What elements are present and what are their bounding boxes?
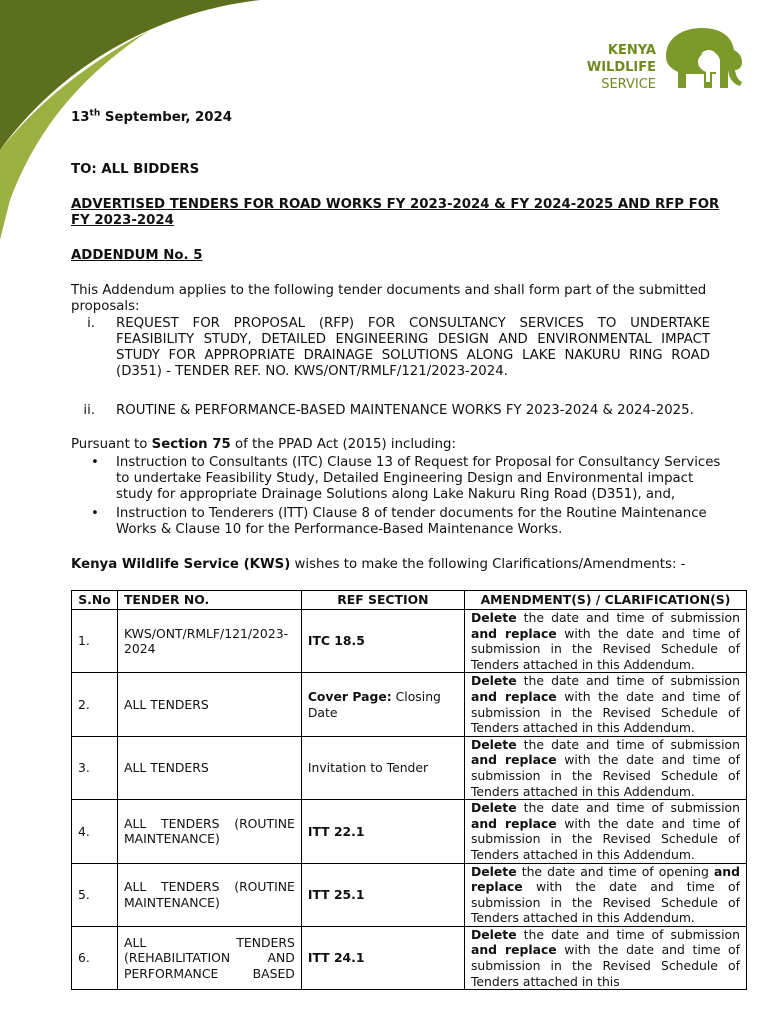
amendment-replace: and replace	[470, 863, 740, 895]
amendment-delete: Delete	[470, 926, 517, 942]
amendment-delete: Delete	[470, 863, 517, 879]
intro-paragraph: This Addendum applies to the following tender documents and shall form part of the submitted proposals:	[71, 283, 707, 314]
kws-name: Kenya Wildlife Service (KWS)	[71, 557, 291, 572]
pursuant-section: Section 75	[151, 437, 231, 452]
ref-section-text: Closing Date	[307, 688, 441, 720]
ref-section-bold: Cover Page:	[307, 688, 392, 704]
table-body	[72, 610, 747, 990]
header-sno: S.No	[72, 591, 118, 610]
cell-ref-section	[301, 610, 464, 673]
amendment-text-2: with the date and time of submission in the Revised Schedule of Tenders attached in this Addendum.	[470, 625, 740, 672]
bullet-item-1	[71, 455, 731, 505]
logo-line-kenya: KENYA	[607, 43, 656, 58]
amendment-replace: and replace	[470, 942, 557, 958]
amendment-text-2: with the date and time of submission in the Revised Schedule of Tenders attached in this	[470, 942, 740, 989]
cell-amendment	[464, 610, 746, 673]
kws-logo	[586, 22, 746, 94]
amendment-text-1: the date and time of opening	[516, 863, 714, 879]
ref-section-text: Invitation to Tender	[307, 760, 429, 776]
amendment-replace: and replace	[470, 688, 557, 704]
date-day: 13	[71, 110, 90, 125]
amendment-text-2: with the date and time of submission in the Revised Schedule of Tenders attached in this Addendum.	[470, 815, 740, 862]
cell-ref-section	[301, 673, 464, 736]
logo-line-service: SERVICE	[601, 77, 656, 92]
recipient-line: TO: ALL BIDDERS	[71, 162, 200, 177]
amendment-replace: and replace	[470, 752, 557, 768]
bullet-item-2	[71, 506, 731, 540]
ref-section-bold: ITT 24.1	[307, 950, 365, 966]
cell-sno: 2.	[72, 673, 118, 736]
document-item-text: REQUEST FOR PROPOSAL (RFP) FOR CONSULTANCY SERVICES TO UNDERTAKE FEASIBILITY STUDY, DETAILED ENGINEERING DESIGN AND ENVIRONMENTAL IMPACT STUDY FOR APPROPRIATE DRAINAGE SOLUTIONS ALONG LAKE NAKURU RING ROAD (D351) - TENDER REF. NO. KWS/ONT/RMLF/121/2023-2024.	[116, 316, 710, 379]
table-row	[72, 800, 747, 863]
date-suffix: th	[89, 108, 101, 119]
cell-amendment	[464, 926, 746, 989]
amendment-text-1: the date and time of submission	[516, 800, 740, 816]
addendum-title: ADDENDUM No. 5	[71, 248, 203, 263]
document-item-1	[71, 316, 721, 386]
kws-statement	[71, 557, 731, 573]
date-rest: September, 2024	[100, 110, 233, 125]
amendments-table	[71, 590, 747, 990]
cell-sno: 1.	[72, 610, 118, 673]
amendment-text-1: the date and time of submission	[516, 736, 740, 752]
pursuant-pre: Pursuant to	[71, 437, 152, 452]
header-tender-no: TENDER NO.	[117, 591, 301, 610]
document-item-text: ROUTINE & PERFORMANCE-BASED MAINTENANCE WORKS FY 2023-2024 & 2024-2025.	[116, 403, 694, 418]
bullet-dot: •	[91, 506, 99, 521]
pursuant-post: of the PPAD Act (2015) including:	[230, 437, 456, 452]
header-amendment: AMENDMENT(S) / CLARIFICATION(S)	[464, 591, 746, 610]
subject-line: ADVERTISED TENDERS FOR ROAD WORKS FY 2023-2024 & FY 2024-2025 AND RFP FOR FY 2023-2024	[71, 197, 720, 228]
cell-ref-section	[301, 800, 464, 863]
table-row	[72, 736, 747, 799]
elephant-icon	[658, 26, 744, 92]
pursuant-line	[71, 437, 456, 453]
ref-section-bold: ITT 22.1	[307, 823, 365, 839]
amendment-delete: Delete	[470, 673, 517, 689]
cell-tender-no: ALL TENDERS	[117, 736, 301, 799]
amendment-text-2: with the date and time of submission in the Revised Schedule of Tenders attached in this Addendum.	[470, 688, 740, 736]
amendment-delete: Delete	[470, 610, 517, 625]
amendment-text-2: with the date and time of submission in the Revised Schedule of Tenders attached in this Addendum.	[470, 879, 740, 926]
ref-section-bold: ITC 18.5	[307, 633, 365, 649]
table-row	[72, 863, 747, 926]
cell-ref-section	[301, 863, 464, 926]
cell-sno: 5.	[72, 863, 118, 926]
cell-sno: 6.	[72, 926, 118, 989]
ref-section-bold: ITT 25.1	[307, 886, 365, 902]
bullet-text: Instruction to Tenderers (ITT) Clause 8 of tender documents for the Routine Maintenance Works & Clause 10 for the Performance-Based Maintenance Works.	[116, 506, 707, 537]
cell-amendment	[464, 800, 746, 863]
kws-statement-rest: wishes to make the following Clarifications/Amendments: -	[290, 557, 686, 572]
cell-tender-no: ALL TENDERS (REHABILITATION AND PERFORMANCE BASED	[117, 926, 301, 989]
cell-tender-no: ALL TENDERS	[117, 673, 301, 736]
logo-text	[586, 42, 656, 93]
table-row	[72, 610, 747, 673]
table-row	[72, 926, 747, 989]
cell-amendment	[464, 863, 746, 926]
document-item-2	[71, 403, 721, 421]
cell-tender-no: ALL TENDERS (ROUTINE MAINTENANCE)	[117, 800, 301, 863]
cell-tender-no: ALL TENDERS (ROUTINE MAINTENANCE)	[117, 863, 301, 926]
cell-ref-section	[301, 736, 464, 799]
cell-amendment	[464, 673, 746, 736]
amendment-text-1: the date and time of submission	[516, 926, 740, 942]
amendment-text-1: the date and time of submission	[516, 673, 740, 689]
cell-sno: 3.	[72, 736, 118, 799]
cell-amendment	[464, 736, 746, 799]
letter-date	[71, 110, 232, 126]
amendment-text-2: with the date and time of submission in the Revised Schedule of Tenders attached in this Addendum.	[470, 752, 740, 799]
amendment-delete: Delete	[470, 736, 517, 752]
logo-line-wildlife: WILDLIFE	[586, 60, 656, 75]
cell-tender-no: KWS/ONT/RMLF/121/2023-2024	[117, 610, 301, 673]
header-ref-section: REF SECTION	[301, 591, 464, 610]
table-header-row	[72, 591, 747, 610]
amendment-replace: and replace	[470, 625, 557, 641]
cell-ref-section	[301, 926, 464, 989]
bullet-dot: •	[91, 455, 99, 470]
amendment-replace: and replace	[470, 815, 557, 831]
amendment-delete: Delete	[470, 800, 517, 816]
document-item-number: i.	[87, 316, 95, 331]
cell-sno: 4.	[72, 800, 118, 863]
amendment-text-1: the date and time of submission	[516, 610, 740, 625]
document-item-number: ii.	[83, 403, 95, 418]
bullet-text: Instruction to Consultants (ITC) Clause 13 of Request for Proposal for Consultancy Services to undertake Feasibility Study, Detailed Engineering Design and Environmental impact study for appropriate Drainage Solutions along Lake Nakuru Ring Road (D351), and,	[116, 455, 721, 502]
table-row	[72, 673, 747, 736]
